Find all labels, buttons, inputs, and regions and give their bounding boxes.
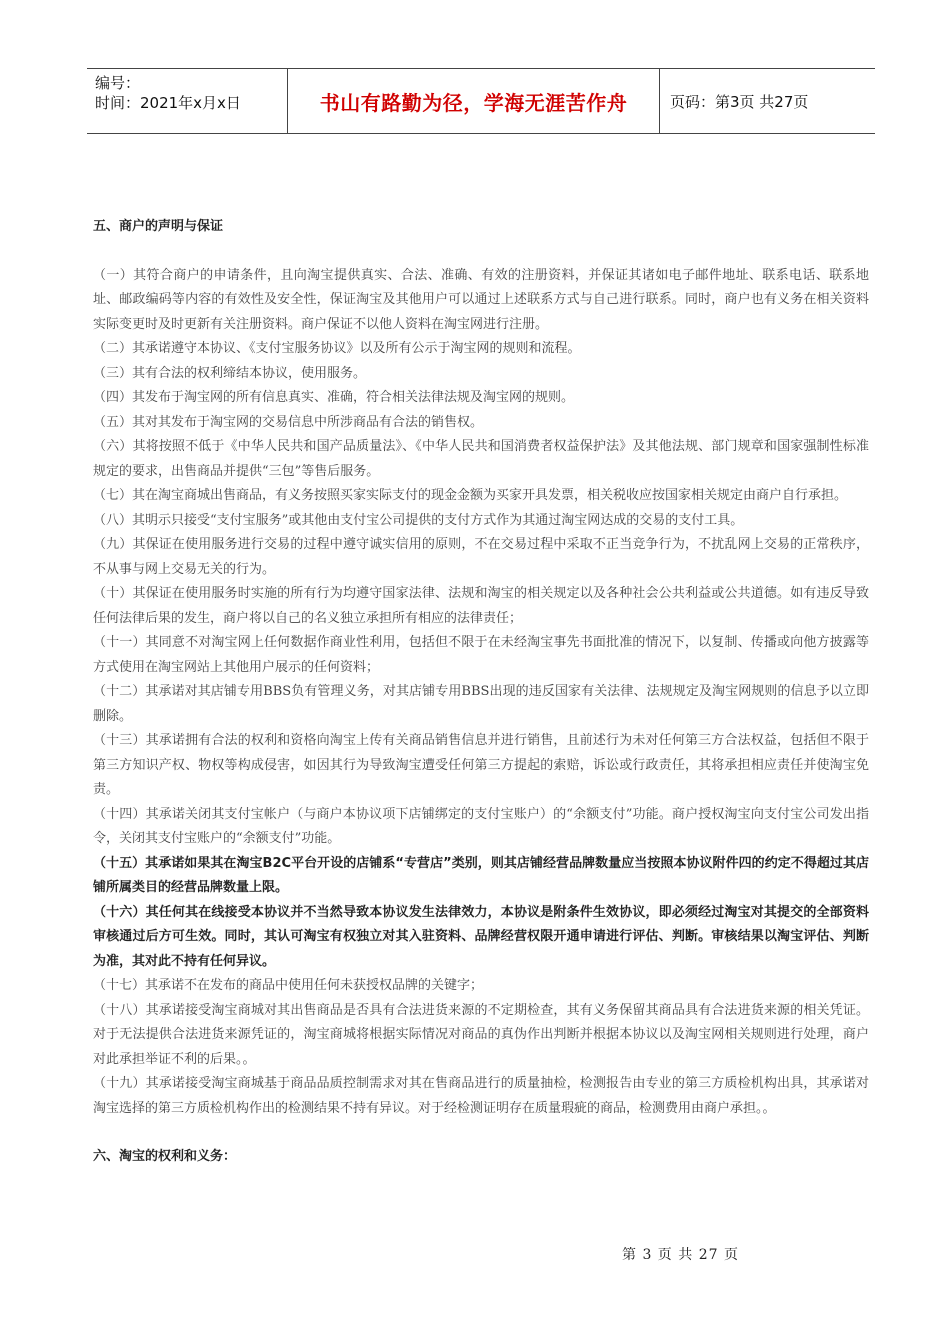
clause-paragraph: （一）其符合商户的申请条件，且向淘宝提供真实、合法、准确、有效的注册资料，并保证其诸如电子邮件地址、联系电话、联系地址、邮政编码等内容的有效性及安全性，保证淘宝及其他用户可以通过上述联系方式与自己进行联系。同时，商户也有义务在相关资料实际变更时及时更新有关注册资料。商户保证不以他人资料在淘宝网进行注册。 bbox=[93, 267, 869, 332]
clause-paragraph: （八）其明示只接受“支付宝服务”或其他由支付宝公司提供的支付方式作为其通过淘宝网达成的交易的支付工具。 bbox=[93, 512, 744, 528]
header-page-info: 页码：第3页 共27页 bbox=[670, 92, 809, 111]
clause-paragraph: （十四）其承诺关闭其支付宝帐户（与商户本协议项下店铺绑定的支付宝账户）的“余额支付”功能。商户授权淘宝向支付宝公司发出指令，关闭其支付宝账户的“余额支付”功能。 bbox=[93, 806, 869, 846]
clause-paragraph: （十一）其同意不对淘宝网上任何数据作商业性利用，包括但不限于在未经淘宝事先书面批准的情况下，以复制、传播或向他方披露等方式使用在淘宝网站上其他用户展示的任何资料； bbox=[93, 635, 869, 675]
clause-paragraph: （十六）其任何其在线接受本协议并不当然导致本协议发生法律效力，本协议是附条件生效协议，即必须经过淘宝对其提交的全部资料审核通过后方可生效。同时，其认可淘宝有权独立对其入驻资料、品牌经营权限开通申请进行评估、判断。审核结果以淘宝评估、判断为准，其对此不持有任何异议。 bbox=[93, 904, 869, 969]
clause-paragraph: （十八）其承诺接受淘宝商城对其出售商品是否具有合法进货来源的不定期检查，其有义务保留其商品具有合法进货来源的相关凭证。对于无法提供合法进货来源凭证的，淘宝商城将根据实际情况对商品的真伪作出判断并根据本协议以及淘宝网相关规则进行处理，商户对此承担举证不利的后果。。 bbox=[93, 1002, 869, 1067]
clause-paragraph: （三）其有合法的权利缔结本协议，使用服务。 bbox=[93, 365, 367, 381]
page-footer: 第 3 页 共 27 页 bbox=[622, 1247, 739, 1263]
clause-paragraph: （六）其将按照不低于《中华人民共和国产品质量法》、《中华人民共和国消费者权益保护法》及其他法规、部门规章和国家强制性标准规定的要求，出售商品并提供“三包”等售后服务。 bbox=[93, 439, 869, 479]
clause-paragraph: （十五）其承诺如果其在淘宝B2C平台开设的店铺系“专营店”类别，则其店铺经营品牌数量应当按照本协议附件四的约定不得超过其店铺所属类目的经营品牌数量上限。 bbox=[93, 855, 869, 895]
clause-paragraph: （九）其保证在使用服务进行交易的过程中遵守诚实信用的原则，不在交易过程中采取不正当竞争行为，不扰乱网上交易的正常秩序，不从事与网上交易无关的行为。 bbox=[93, 537, 869, 577]
clause-paragraph: （五）其对其发布于淘宝网的交易信息中所涉商品有合法的销售权。 bbox=[93, 414, 484, 430]
section-5-title: 五、商户的声明与保证 bbox=[93, 219, 224, 234]
section-5-paragraphs bbox=[93, 264, 869, 1122]
header-table bbox=[87, 68, 875, 134]
clause-paragraph: （十三）其承诺拥有合法的权利和资格向淘宝上传有关商品销售信息并进行销售，且前述行为未对任何第三方合法权益，包括但不限于第三方知识产权、物权等构成侵害，如因其行为导致淘宝遭受任何第三方提起的索赔，诉讼或行政责任，其将承担相应责任并使淘宝免责。 bbox=[93, 733, 869, 797]
clause-paragraph: （十）其保证在使用服务时实施的所有行为均遵守国家法律、法规和淘宝的相关规定以及各种社会公共利益或公共道德。如有违反导致任何法律后果的发生，商户将以自己的名义独立承担所有相应的法律责任； bbox=[93, 586, 869, 626]
header-meta bbox=[87, 69, 287, 133]
clause-paragraph: （十二）其承诺对其店铺专用BBS负有管理义务，对其店铺专用BBS出现的违反国家有关法律、法规规定及淘宝网规则的信息予以立即删除。 bbox=[93, 684, 869, 724]
section-6-title: 六、淘宝的权利和义务： bbox=[93, 1149, 237, 1164]
clause-paragraph: （四）其发布于淘宝网的所有信息真实、准确，符合相关法律法规及淘宝网的规则。 bbox=[93, 390, 575, 405]
clause-paragraph: （七）其在淘宝商城出售商品，有义务按照买家实际支付的现金金额为买家开具发票，相关税收应按国家相关规定由商户自行承担。 bbox=[93, 488, 848, 503]
clause-paragraph: （十九）其承诺接受淘宝商城基于商品品质控制需求对其在售商品进行的质量抽检，检测报告由专业的第三方质检机构出具，其承诺对淘宝选择的第三方质检机构作出的检测结果不持有异议。对于经检测证明存在质量瑕疵的商品，检测费用由商户承担。。 bbox=[93, 1076, 869, 1116]
clause-paragraph: （二）其承诺遵守本协议、《支付宝服务协议》以及所有公示于淘宝网的规则和流程。 bbox=[93, 341, 581, 356]
document-body bbox=[93, 215, 869, 1170]
date-label: 时间：2021年x月x日 bbox=[95, 94, 241, 112]
clause-paragraph: （十七）其承诺不在发布的商品中使用任何未获授权品牌的关键字； bbox=[93, 978, 484, 993]
header-motto: 书山有路勤为径，学海无涯苦作舟 bbox=[287, 69, 660, 133]
number-label: 编号： bbox=[95, 74, 141, 92]
